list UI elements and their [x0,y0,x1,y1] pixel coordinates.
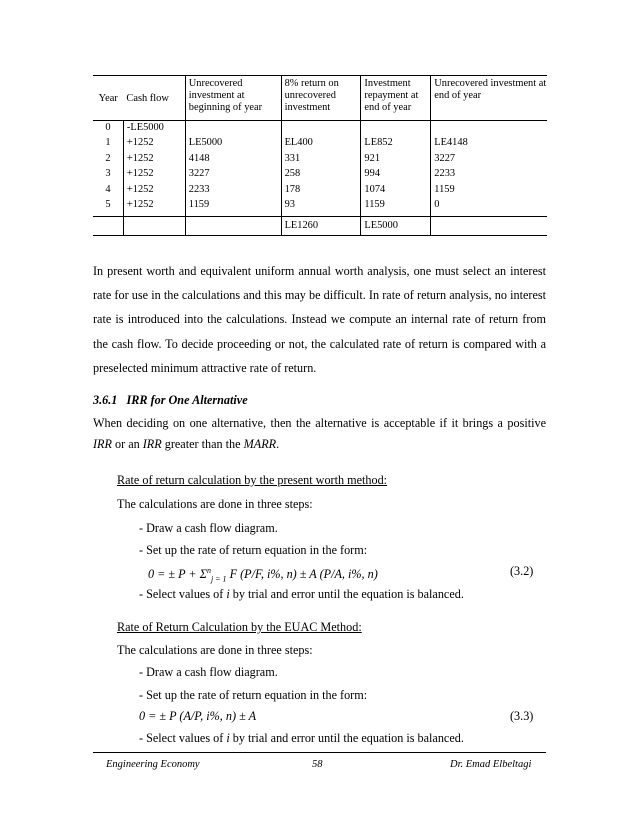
table-cell: +1252 [123,135,185,151]
header-return: 8% return on unrecovered investment [281,76,361,121]
table-cell: +1252 [123,182,185,198]
table-cell: 93 [281,197,361,216]
table-cell: 4148 [185,151,281,167]
table-cell: LE852 [361,135,431,151]
header-unrecovered-beginning: Unrecovered investment at beginning of year [185,76,281,121]
table-cell: 331 [281,151,361,167]
table-cell: 0 [105,122,111,133]
table-cell: 2233 [431,166,547,182]
table-row [93,151,547,167]
table-cell: -LE5000 [123,121,185,136]
pw-equation-number: (3.2) [510,564,534,578]
table-cell: LE4148 [431,135,547,151]
table-cell: 258 [281,166,361,182]
pw-method-title: Rate of return calculation by the present worth method: [117,473,388,487]
table-cell: 1 [105,137,111,148]
header-unrecovered-end: Unrecovered investment at end of year [431,76,547,121]
table-cell: LE5000 [185,135,281,151]
table-header-row [93,76,547,121]
euac-method-title: Rate of Return Calculation by the EUAC Method: [117,620,362,634]
pw-step-3: - Select values of i by trial and error until the equation is balanced. [139,587,464,601]
table-cell: EL400 [281,135,361,151]
euac-equation-number: (3.3) [510,709,534,723]
section-number: 3.6.1 [93,393,118,407]
footer-rule [93,752,546,753]
table-cell: 3227 [431,151,547,167]
table-cell [123,216,185,235]
table-cell [281,121,361,136]
euac-intro: The calculations are done in three steps: [117,643,313,657]
table-cell: 1074 [361,182,431,198]
pw-equation: 0 = ± $P + \Sigma^n_{j = 1}$ F (P/F, i%, n) ± A (P/A, i%, n) [148,566,378,584]
euac-step-2: - Set up the rate of return equation in the form: [139,688,368,702]
table-totals-row [93,216,547,235]
table-cell [185,216,281,235]
pw-step-1: - Draw a cash flow diagram. [139,521,278,535]
table-cell: 994 [361,166,431,182]
table-cell [361,121,431,136]
table-row [93,182,547,198]
header-cash-flow: Cash flow [123,76,185,121]
table-cell: 3227 [185,166,281,182]
footer-author: Dr. Emad Elbeltagi [450,759,532,770]
table-cell: 1159 [361,197,431,216]
table-cell [431,216,547,235]
euac-step-3: - Select values of i by trial and error until the equation is balanced. [139,731,464,745]
table-cell [185,121,281,136]
header-repayment: Investment repayment at end of year [361,76,431,121]
total-return: LE1260 [281,216,361,235]
page-number: 58 [312,759,323,770]
section-title: IRR for One Alternative [126,393,248,407]
table-cell: +1252 [123,151,185,167]
table-cell: 5 [93,197,123,216]
table-cell [431,121,547,136]
table-cell: 0 [431,197,547,216]
header-year: Year [93,76,123,121]
table-cell: 4 [105,183,111,195]
table-row [93,135,547,151]
table-cell [93,216,123,235]
table-cell: 3 [105,168,111,179]
section-heading [93,393,248,408]
table-row [93,197,547,216]
intro-paragraph: In present worth and equivalent uniform annual worth analysis, one must select an interest rate for use in the calculations and this may be difficult. In rate of return analysis, no interest rate is introduced into the calculations. Instead we compute an internal rate of return from the cash flow. To decide proceeding or not, the calculated rate of return is compared with a preselected minimum attractive rate of return. [93,264,546,375]
euac-step-1: - Draw a cash flow diagram. [139,665,278,679]
irr-paragraph: When deciding on one alternative, then the alternative is acceptable if it brings a positive IRR or an IRR greater than the MARR. [93,416,546,451]
table-row [93,166,547,182]
table-cell: 1159 [185,197,281,216]
table-cell: +1252 [123,166,185,182]
table-cell: 1159 [431,182,547,198]
pw-step-2: - Set up the rate of return equation in the form: [139,543,368,557]
table-row [93,121,547,136]
table-cell: +1252 [123,197,185,216]
euac-equation: 0 = ± P (A/P, i%, n) ± A [139,709,257,723]
total-repayment: LE5000 [361,216,431,235]
table-cell: 178 [281,182,361,198]
table-cell: 2233 [185,182,281,198]
table-cell: 2 [105,152,111,164]
footer-title: Engineering Economy [106,759,200,770]
table-cell: 921 [361,151,431,167]
irr-table [93,75,547,236]
pw-intro: The calculations are done in three steps: [117,497,313,511]
